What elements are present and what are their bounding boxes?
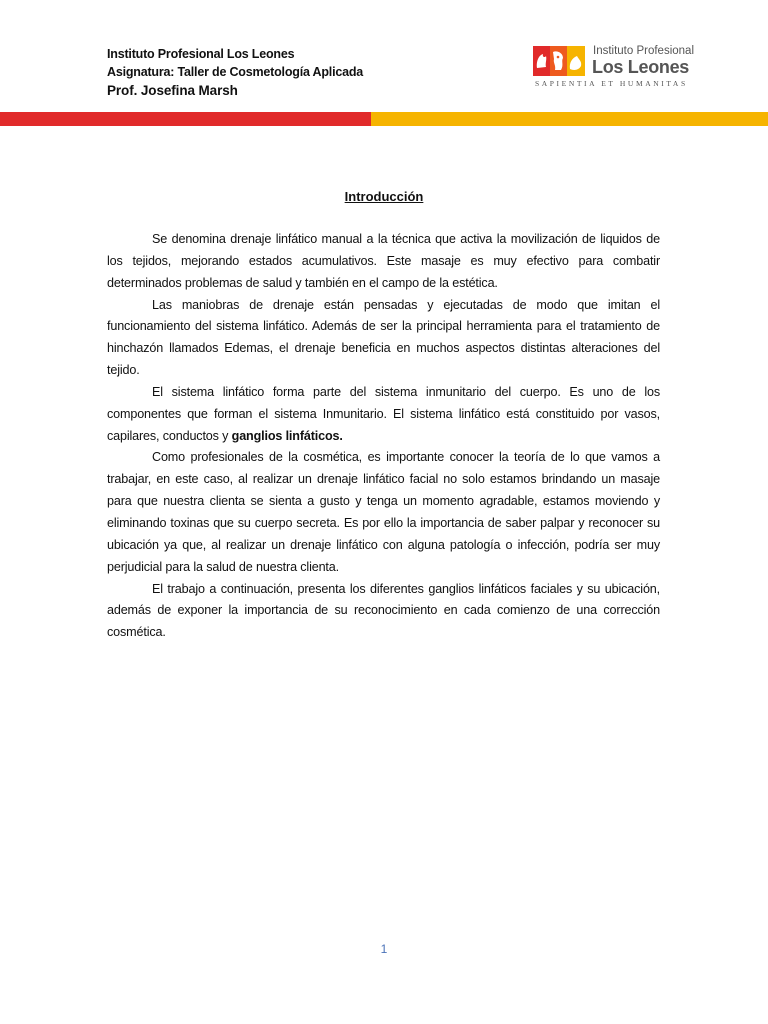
paragraph-text: El sistema linfático forma parte del sistema inmunitario del cuerpo. Es uno de los componentes que forman el sistema Inmunitario. El sistema linfático está constituido por vasos, capilares, conductos y bbox=[107, 384, 660, 443]
paragraph bbox=[107, 579, 660, 645]
paragraph bbox=[107, 382, 660, 448]
document-header bbox=[107, 45, 427, 101]
paragraph bbox=[107, 447, 660, 578]
header-band-yellow bbox=[371, 112, 768, 126]
logo-subtitle: Instituto Profesional bbox=[593, 45, 695, 57]
logo-motto: SAPIENTIA ET HUMANITAS bbox=[535, 79, 688, 88]
paragraph bbox=[107, 229, 660, 295]
document-title: Introducción bbox=[344, 189, 424, 204]
paragraph bbox=[107, 295, 660, 382]
page-number: 1 bbox=[380, 942, 388, 956]
professor-name: Prof. Josefina Marsh bbox=[107, 83, 238, 98]
logo-title: Los Leones bbox=[592, 57, 690, 77]
institution-logo bbox=[533, 44, 698, 90]
subject-name: Asignatura: Taller de Cosmetología Aplicada bbox=[107, 65, 364, 79]
paragraph-text: Se denomina drenaje linfático manual a la técnica que activa la movilización de liquidos de los tejidos, mejorando estados acumulativos. Este masaje es muy efectivo para combatir determinados problemas de salud y también en el campo de la estética. bbox=[107, 232, 660, 290]
institution-name: Instituto Profesional Los Leones bbox=[107, 47, 295, 61]
header-band-red bbox=[0, 112, 371, 126]
paragraph-text: El trabajo a continuación, presenta los diferentes ganglios linfáticos faciales y su ubicación, además de exponer la importancia de su reconocimiento en cada comienzo de una corrección cosmética. bbox=[107, 581, 660, 640]
paragraph-text: Las maniobras de drenaje están pensadas y ejecutadas de modo que imitan el funcionamiento del sistema linfático. Además de ser la principal herramienta para el tratamiento de hinchazón llamados Edemas, el drenaje beneficia en muchos aspectos distintas alteraciones del tejido. bbox=[107, 297, 660, 378]
paragraph-text: Como profesionales de la cosmética, es importante conocer la teoría de lo que vamos a trabajar, en este caso, al realizar un drenaje linfático facial no solo estamos brindando un masaje para que nuestra clienta se sienta a gusto y tenga un momento agradable, estamos moviendo y eliminando toxinas que su cuerpo secreta. Es por ello la importancia de saber palpar y reconocer su ubicación ya que, al realizar un drenaje linfático con alguna patología o infección, podría ser muy perjudicial para la salud de nuestra clienta. bbox=[107, 450, 660, 574]
document-body bbox=[107, 229, 660, 644]
lion-emblem-icon bbox=[533, 46, 585, 76]
bold-term: ganglios linfáticos. bbox=[231, 428, 343, 443]
